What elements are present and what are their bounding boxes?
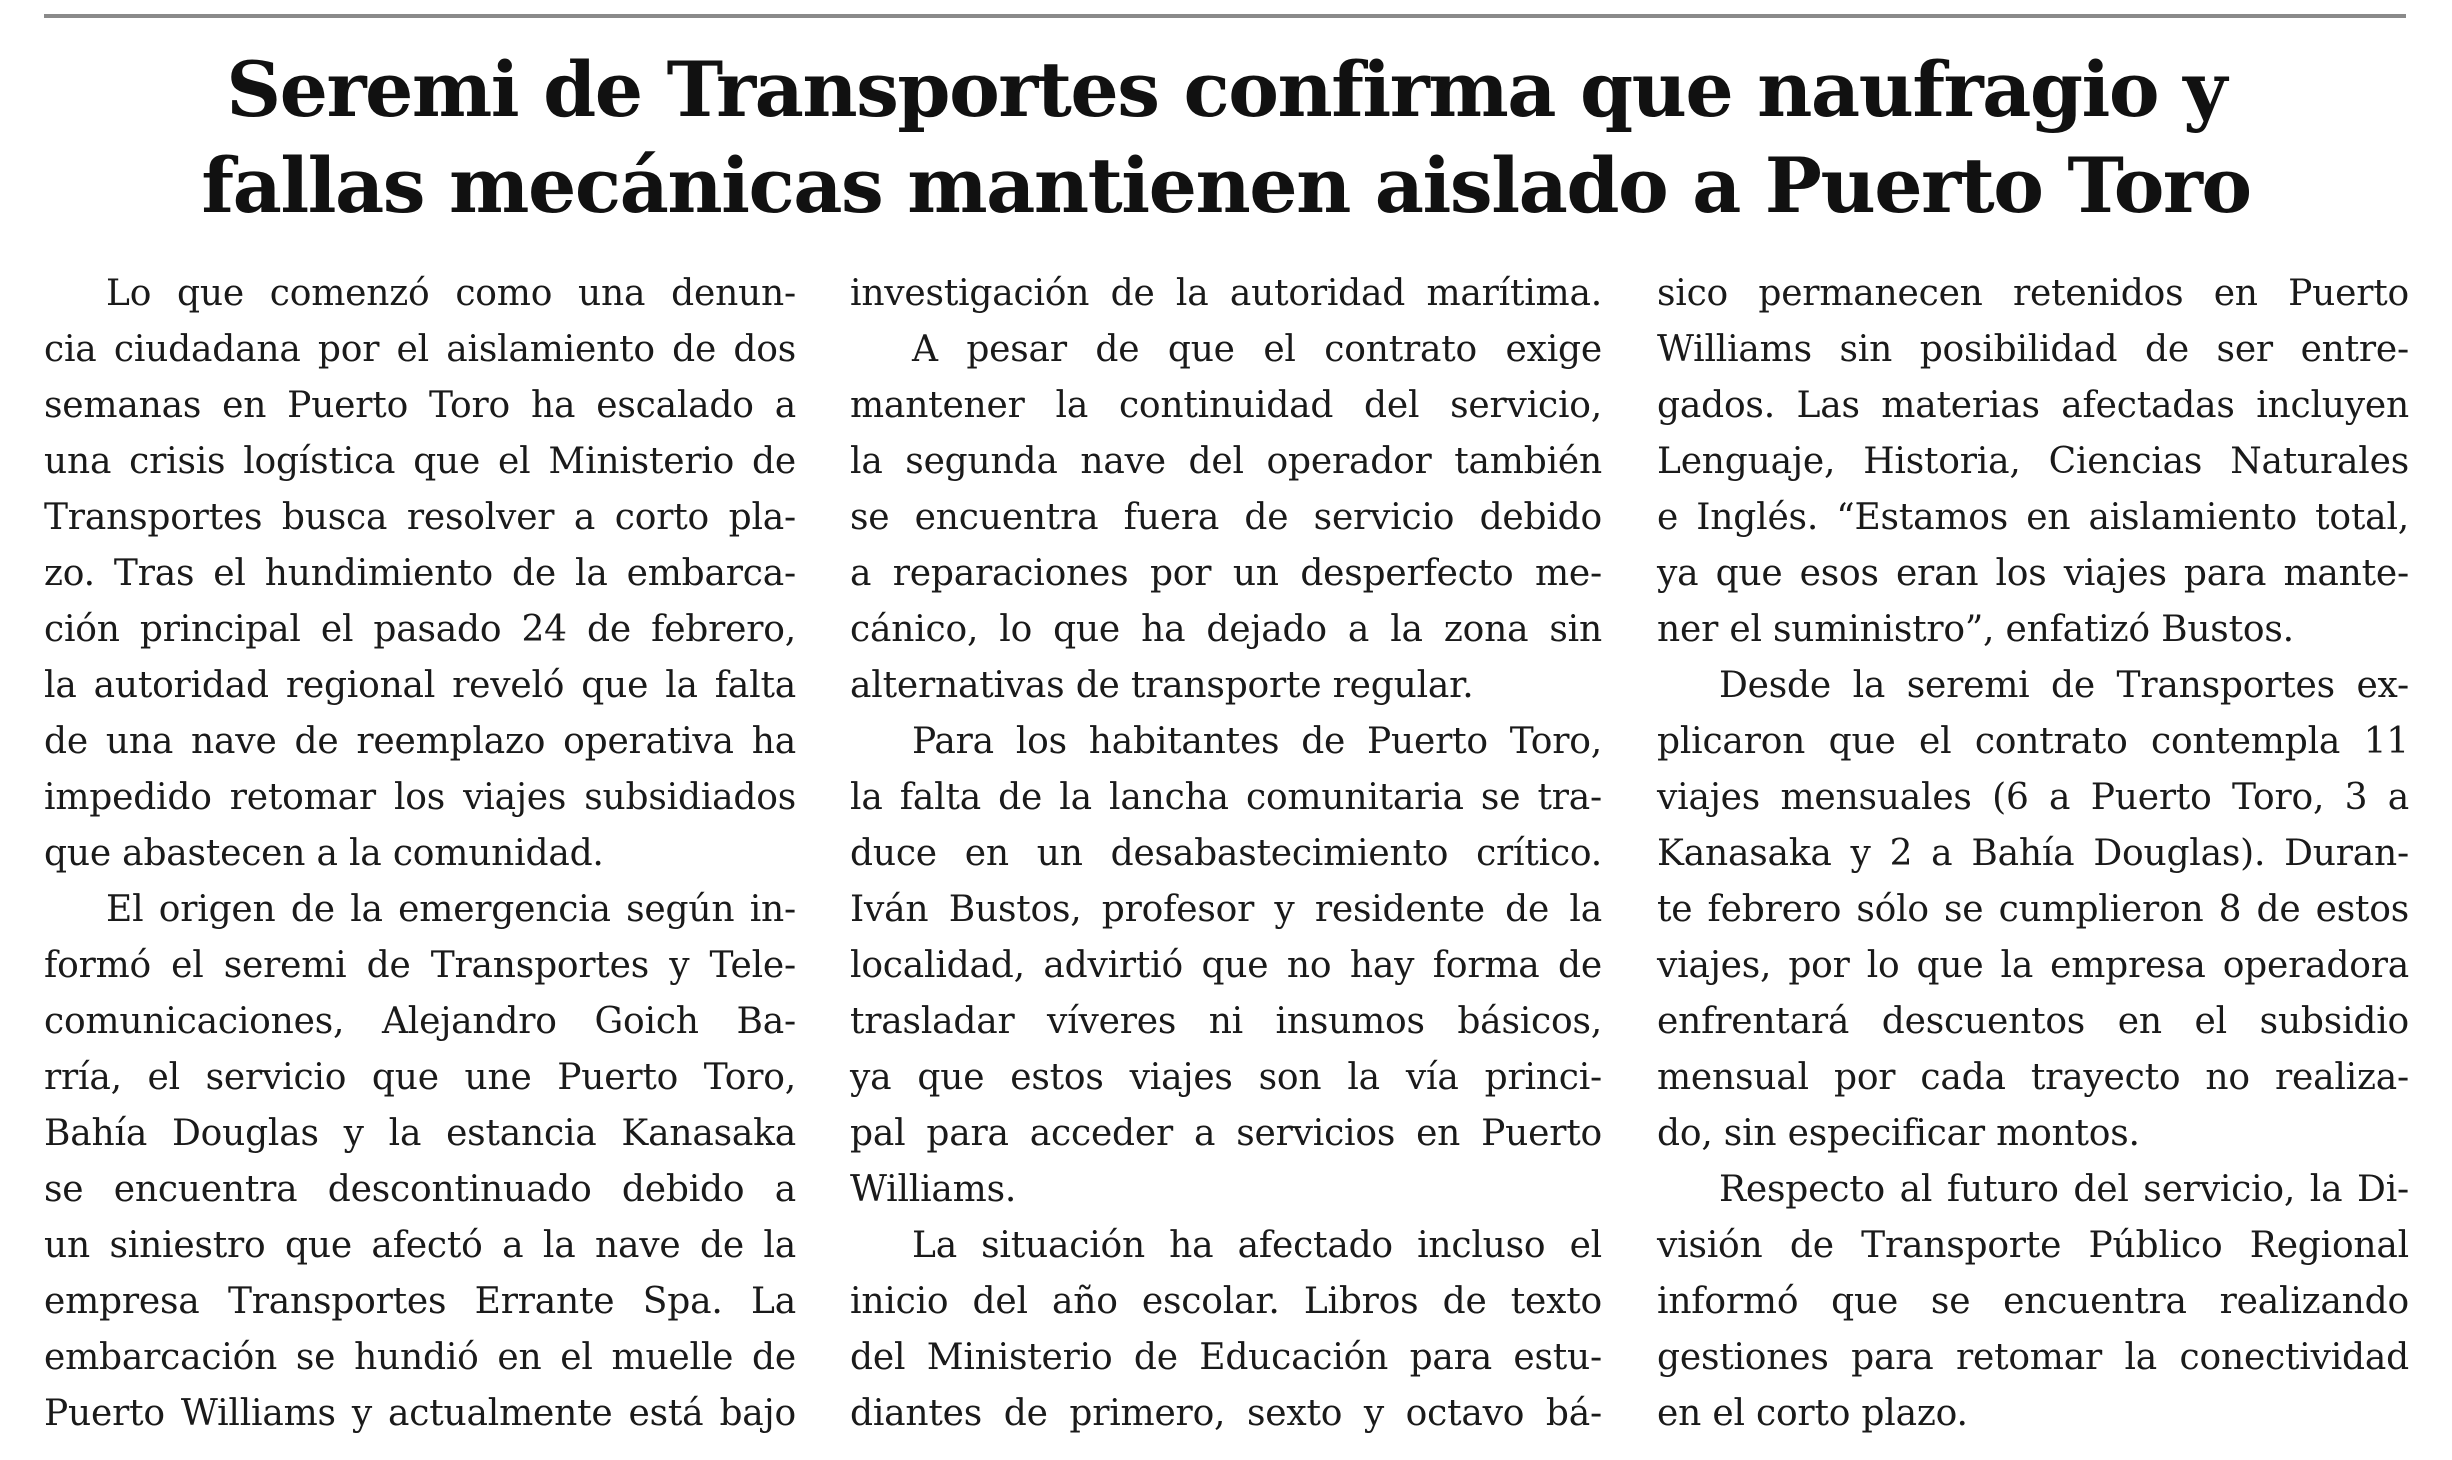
text-line: investigación de la autoridad marítima. (850, 273, 1602, 314)
text-line: te febrero sólo se cumplieron 8 de estos (1657, 889, 2409, 930)
text-line: que abastecen a la comunidad. (44, 833, 604, 874)
article-headline (0, 42, 2452, 234)
text-line: cia ciudadana por el aislamiento de dos (44, 329, 796, 370)
text-line: e Inglés. “Estamos en aislamiento total, (1657, 497, 2409, 538)
text-line: trasladar víveres ni insumos básicos, (850, 1001, 1602, 1042)
text-line: localidad, advirtió que no hay forma de (850, 945, 1602, 986)
text-line: La situación ha afectado incluso el (912, 1225, 1602, 1266)
text-line: Lenguaje, Historia, Ciencias Naturales (1657, 441, 2409, 482)
text-line: embarcación se hundió en el muelle de (44, 1337, 796, 1378)
article-column-1 (44, 266, 796, 1442)
text-line: rría, el servicio que une Puerto Toro, (44, 1057, 796, 1098)
text-line: viajes, por lo que la empresa operadora (1657, 945, 2409, 986)
text-line: El origen de la emergencia según in- (106, 889, 796, 930)
text-line: cánico, lo que ha dejado a la zona sin (850, 609, 1602, 650)
article-column-2 (850, 266, 1602, 1442)
text-line: Kanasaka y 2 a Bahía Douglas). Duran- (1657, 833, 2409, 874)
text-line: comunicaciones, Alejandro Goich Ba- (44, 1001, 796, 1042)
text-line: Para los habitantes de Puerto Toro, (912, 721, 1602, 762)
text-line: Williams. (850, 1169, 1017, 1210)
text-line: se encuentra fuera de servicio debido (850, 497, 1602, 538)
text-line: A pesar de que el contrato exige (912, 329, 1602, 370)
text-line: pal para acceder a servicios en Puerto (850, 1113, 1602, 1154)
top-divider-rule (44, 14, 2406, 18)
text-line: Bahía Douglas y la estancia Kanasaka (44, 1113, 796, 1154)
text-line: do, sin especificar montos. (1657, 1113, 2140, 1154)
text-line: Puerto Williams y actualmente está bajo (44, 1393, 796, 1434)
text-line: una crisis logística que el Ministerio de (44, 441, 796, 482)
text-line: semanas en Puerto Toro ha escalado a (44, 385, 796, 426)
text-line: enfrentará descuentos en el subsidio (1657, 1001, 2409, 1042)
text-line: ner el suministro”, enfatizó Bustos. (1657, 609, 2294, 650)
text-line: en el corto plazo. (1657, 1393, 1968, 1434)
text-line: alternativas de transporte regular. (850, 665, 1474, 706)
text-line: un siniestro que afectó a la nave de la (44, 1225, 796, 1266)
text-line: se encuentra descontinuado debido a (44, 1169, 796, 1210)
text-line: Lo que comenzó como una denun- (106, 273, 796, 314)
text-line: empresa Transportes Errante Spa. La (44, 1281, 796, 1322)
text-line: Respecto al futuro del servicio, la Di- (1719, 1169, 2409, 1210)
headline-line-2: fallas mecánicas mantienen aislado a Puerto Toro (201, 141, 2251, 230)
text-line: Transportes busca resolver a corto pla- (44, 497, 796, 538)
text-line: Desde la seremi de Transportes ex- (1719, 665, 2409, 706)
text-line: la falta de la lancha comunitaria se tra- (850, 777, 1602, 818)
text-line: Iván Bustos, profesor y residente de la (850, 889, 1602, 930)
text-line: gestiones para retomar la conectividad (1657, 1337, 2409, 1378)
text-line: gados. Las materias afectadas incluyen (1657, 385, 2409, 426)
text-line: mensual por cada trayecto no realiza- (1657, 1057, 2409, 1098)
text-line: de una nave de reemplazo operativa ha (44, 721, 796, 762)
text-line: a reparaciones por un desperfecto me- (850, 553, 1602, 594)
text-line: plicaron que el contrato contempla 11 (1657, 721, 2409, 762)
text-line: ya que estos viajes son la vía princi- (850, 1057, 1602, 1098)
text-line: ya que esos eran los viajes para mante- (1657, 553, 2409, 594)
text-line: ción principal el pasado 24 de febrero, (44, 609, 796, 650)
text-line: formó el seremi de Transportes y Tele- (44, 945, 796, 986)
text-line: sico permanecen retenidos en Puerto (1657, 273, 2409, 314)
text-line: del Ministerio de Educación para estu- (850, 1337, 1602, 1378)
text-line: diantes de primero, sexto y octavo bá- (850, 1393, 1602, 1434)
article-column-3 (1657, 266, 2409, 1442)
text-line: Williams sin posibilidad de ser entre- (1657, 329, 2409, 370)
text-line: la autoridad regional reveló que la falta (44, 665, 796, 706)
text-line: impedido retomar los viajes subsidiados (44, 777, 796, 818)
headline-line-1: Seremi de Transportes confirma que naufragio y (226, 45, 2226, 134)
text-line: mantener la continuidad del servicio, (850, 385, 1602, 426)
text-line: informó que se encuentra realizando (1657, 1281, 2409, 1322)
text-line: viajes mensuales (6 a Puerto Toro, 3 a (1657, 777, 2409, 818)
text-line: la segunda nave del operador también (850, 441, 1602, 482)
text-line: zo. Tras el hundimiento de la embarca- (44, 553, 796, 594)
text-line: visión de Transporte Público Regional (1657, 1225, 2409, 1266)
text-line: duce en un desabastecimiento crítico. (850, 833, 1602, 874)
text-line: inicio del año escolar. Libros de texto (850, 1281, 1602, 1322)
